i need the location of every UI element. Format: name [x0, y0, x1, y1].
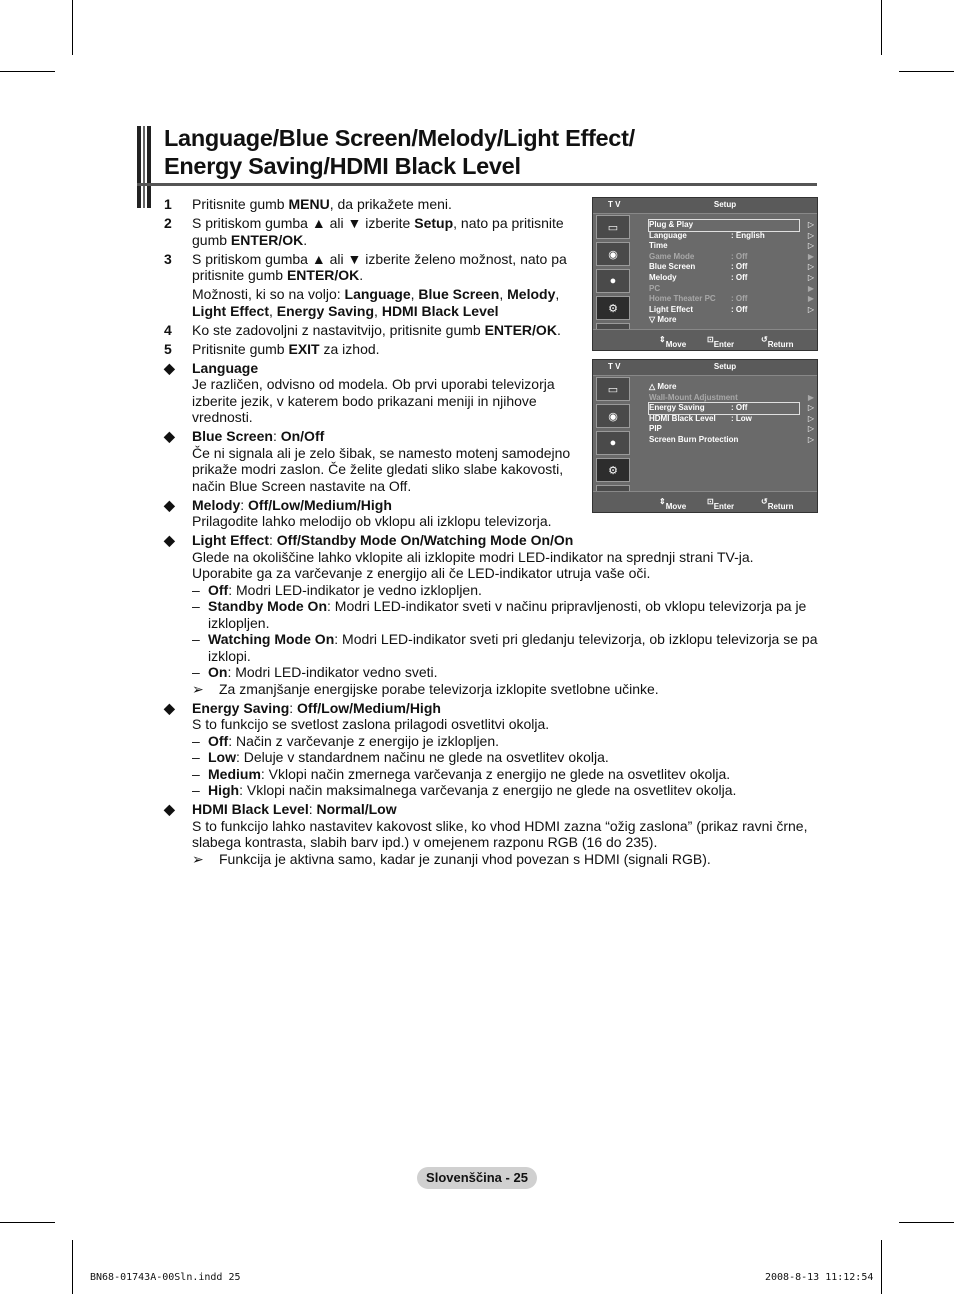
crop-mark	[881, 0, 882, 55]
move-hint: ⇕ Move	[659, 335, 687, 349]
step-5: 5 Pritisnite gumb EXIT za izhod.	[164, 340, 380, 357]
channel-icon: ●	[596, 269, 630, 293]
menu-item: Screen Burn Protection ▷	[649, 434, 814, 444]
list-item: – Off: Modri LED-indikator je vedno izklopljen.	[192, 581, 482, 598]
title-line-1: Language/Blue Screen/Melody/Light Effect/	[164, 125, 635, 151]
menu-item: PIP ▷	[649, 424, 814, 434]
arrow-note-icon: ➢	[192, 680, 204, 697]
section-light-effect: ◆ Light Effect: Off/Standby Mode On/Watching Mode On/On Glede na okoliščine lahko vklopite ali izklopite modri LED-indikator na sprednji strani TV-ja. Uporabite ga za varčevanje z energijo ali če LED-indikator utruja vaše oči. – Off: Modri LED-indikator je vedno izklopljen. – Standby Mode On: Modri LED-indikator sveti v načinu pripravljenosti, ob vklopu televizorja pa je izklopljen. – Watching Mode On: Modri LED-indikator sveti pri gledanju televizorja, ob izklopu televizorja se pa izklopi. – On: Modri LED-indikator vedno sveti. ➢ Za zmanjšanje energijske porabe televizorja izklopite svetlobne učinke.	[164, 532, 818, 697]
setup-menu-screenshot-1	[592, 197, 818, 351]
enter-hint: ⊡ Enter	[707, 497, 735, 511]
menu-title: Setup	[713, 362, 737, 371]
diamond-bullet-icon: ◆	[164, 699, 175, 716]
tv-label: T V	[608, 362, 621, 371]
crop-mark	[899, 71, 954, 72]
menu-item: Wall-Mount Adjustment ▶	[649, 392, 814, 402]
menu-item: Blue Screen : Off ▷	[649, 262, 814, 272]
crop-mark	[0, 1222, 55, 1223]
diamond-bullet-icon: ◆	[164, 532, 175, 548]
title-rule	[137, 183, 817, 186]
step-3: 3 S pritiskom gumba ▲ ali ▼ izberite želeno možnost, nato pa pritisnite gumb ENTER/OK.	[164, 250, 567, 283]
crop-mark	[881, 1240, 882, 1294]
menu-item: Light Effect : Off ▷	[649, 304, 814, 314]
title-accent-bar	[137, 126, 151, 208]
crop-mark	[899, 1222, 954, 1223]
menu-item: Language : English ▷	[649, 230, 814, 240]
note: ➢ Za zmanjšanje energijske porabe televizorja izklopite svetlobne učinke.	[192, 680, 659, 697]
move-hint: ⇕ Move	[659, 497, 687, 511]
return-hint: ↺ Return	[761, 335, 794, 349]
list-item: – Watching Mode On: Modri LED-indikator sveti pri gledanju televizorja, ob izklopu televizorja se pa izklopi.	[192, 631, 818, 664]
channel-icon: ●	[596, 431, 630, 455]
diamond-bullet-icon: ◆	[164, 359, 175, 376]
section-melody: ◆ Melody: Off/Low/Medium/High Prilagodite lahko melodijo ob vklopu ali izklopu televizorja.	[164, 496, 552, 529]
sound-icon: ◉	[596, 242, 630, 266]
menu-item: ▽ More	[649, 315, 677, 325]
menu-item: HDMI Black Level : Low ▷	[649, 413, 814, 423]
menu-item: Energy Saving : Off ▷	[649, 403, 814, 413]
crop-mark	[0, 71, 55, 72]
enter-hint: ⊡ Enter	[707, 335, 735, 349]
step-2: 2 S pritiskom gumba ▲ ali ▼ izberite Setup, nato pa pritisnite gumb ENTER/OK.	[164, 215, 564, 248]
section-blue-screen: ◆ Blue Screen: On/Off Če ni signala ali je zelo šibak, se namesto motenj samodejno prikaže modri zaslon. Če želite gledati sliko slabe kakovosti, način Blue Screen nastavite na Off.	[164, 428, 571, 494]
options-line: Možnosti, ki so na voljo: Language, Blue Screen, Melody, Light Effect, Energy Saving, HDMI Black Level	[192, 286, 560, 319]
picture-icon: ▭	[596, 377, 630, 401]
list-item: – Standby Mode On: Modri LED-indikator sveti v načinu pripravljenosti, ob vklopu televizorja pa je izklopljen.	[192, 598, 807, 631]
section-energy-saving: ◆ Energy Saving: Off/Low/Medium/High S to funkcijo se svetlost zaslona prilagodi osvetlitvi okolja. – Off: Način z varčevanje z energijo je izklopljen. – Low: Deluje v standardnem načinu ne glede na osvetlitev okolja. – Medium: Vklopi način zmernega varčevanja z energijo ne glede na osvetlitev okolja. – High: Vklopi način maksimalnega varčevanja z energijo ne glede na osvetlitev okolja.	[164, 700, 818, 799]
crop-mark	[72, 0, 73, 55]
menu-item: PC ▶	[649, 283, 814, 293]
step-4: 4 Ko ste zadovoljni z nastavitvijo, pritisnite gumb ENTER/OK.	[164, 321, 561, 338]
menu-items	[649, 382, 814, 446]
setup-menu-screenshot-2	[592, 359, 818, 513]
setup-gear-icon: ⚙	[596, 458, 630, 482]
menu-footer	[593, 491, 817, 512]
list-item: – On: Modri LED-indikator vedno sveti.	[192, 664, 438, 680]
menu-item: Game Mode : Off ▶	[649, 251, 814, 261]
menu-item: Home Theater PC : Off ▶	[649, 294, 814, 304]
menu-footer	[593, 329, 817, 350]
sound-icon: ◉	[596, 404, 630, 428]
page-number-badge: Slovenščina - 25	[417, 1167, 537, 1189]
slug-date: 2008-8-13 11:12:54	[765, 1272, 874, 1283]
diamond-bullet-icon: ◆	[164, 428, 175, 444]
tv-label: T V	[608, 200, 621, 209]
setup-gear-icon: ⚙	[596, 296, 630, 320]
section-language: ◆ Language Je različen, odvisno od modela. Ob prvi uporabi televizorja izberite jezik, v katerem bodo prikazani meniji in njihove vrednosti.	[164, 359, 555, 425]
list-item: – Medium: Vklopi način zmernega varčevanja z energijo ne glede na osvetlitev okolja.	[192, 765, 731, 782]
menu-item: Plug & Play ▷	[649, 220, 814, 229]
arrow-note-icon: ➢	[192, 850, 204, 867]
list-item: – High: Vklopi način maksimalnega varčevanja z energijo ne glede na osvetlitev okolja.	[192, 782, 737, 798]
list-item: – Low: Deluje v standardnem načinu ne glede na osvetlitev okolja.	[192, 749, 609, 765]
note: ➢ Funkcija je aktivna samo, kadar je zunanji vhod povezan s HDMI (signali RGB).	[192, 850, 711, 867]
page-title	[164, 124, 635, 180]
list-item: – Off: Način z varčevanje z energijo je izklopljen.	[192, 732, 500, 749]
menu-item: Melody : Off ▷	[649, 272, 814, 282]
picture-icon: ▭	[596, 215, 630, 239]
diamond-bullet-icon: ◆	[164, 801, 175, 817]
menu-item: Time ▷	[649, 241, 814, 251]
step-1: 1 Pritisnite gumb MENU, da prikažete meni.	[164, 196, 452, 212]
section-hdmi-black-level: ◆ HDMI Black Level: Normal/Low S to funkcijo lahko nastavitev kakovost slike, ko vhod HDMI zazna “ožig zaslona” (prikaz ravni črne, slabega kontrasta, slabih barv ipd.) v omejenem razponu RGB (16 do 235). ➢ Funkcija je aktivna samo, kadar je zunanji vhod povezan s HDMI (signali RGB).	[164, 801, 818, 867]
menu-title: Setup	[713, 200, 737, 209]
title-line-2: Energy Saving/HDMI Black Level	[164, 153, 521, 179]
menu-items	[649, 220, 814, 326]
return-hint: ↺ Return	[761, 497, 794, 511]
menu-item: △ More	[649, 382, 677, 391]
slug-file: BN68-01743A-00Sln.indd 25	[90, 1272, 241, 1283]
crop-mark	[72, 1240, 73, 1294]
diamond-bullet-icon: ◆	[164, 496, 175, 513]
